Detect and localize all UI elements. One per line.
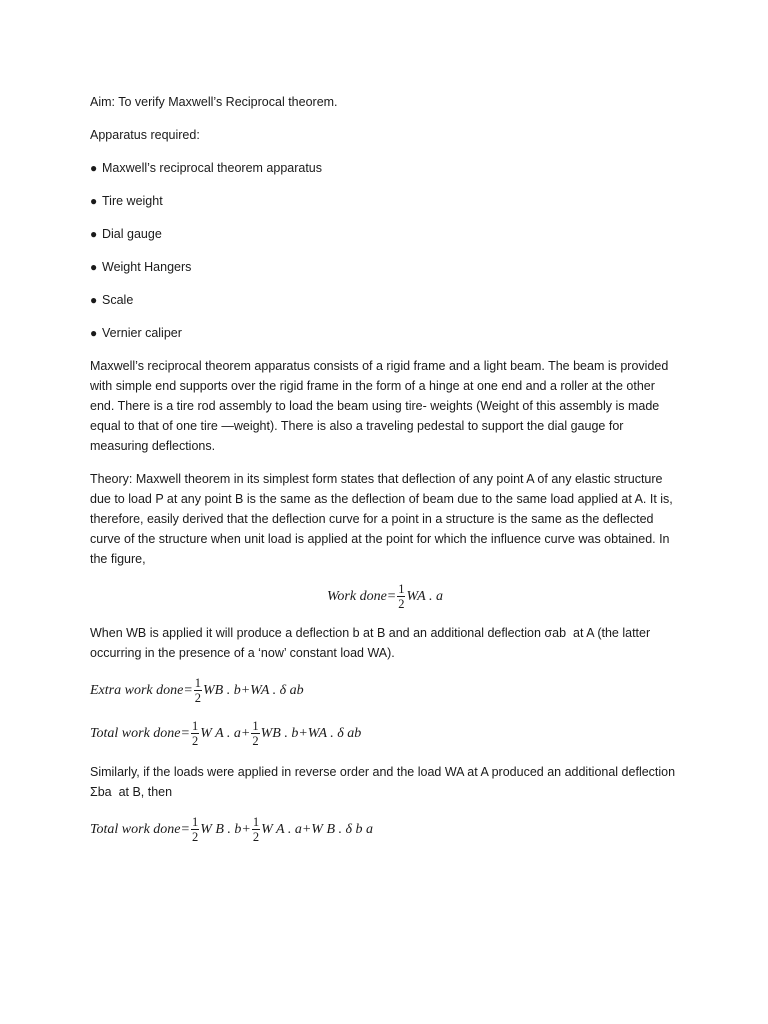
equation-work-done [90, 582, 680, 611]
fraction-denominator: 2 [252, 830, 260, 844]
bullet-icon: ● [90, 326, 98, 340]
apparatus-heading: Apparatus required: [90, 128, 200, 142]
fraction-denominator: 2 [398, 597, 405, 611]
equation-total-work-done-1 [90, 719, 680, 748]
fraction-numerator: 1 [194, 676, 202, 690]
equation-rhs: WA . a [406, 588, 443, 604]
wb-paragraph: When WB is applied it will produce a deflection b at B and an additional deflection σab at A (the latter occurring in the presence of a ‘now’ constant load WA). [90, 626, 651, 660]
bullet-icon: ● [90, 293, 98, 307]
equation-extra-work-done [90, 676, 680, 705]
fraction-denominator: 2 [191, 830, 199, 844]
equation-lhs: Extra work done= [90, 682, 193, 698]
bullet-icon: ● [90, 227, 98, 241]
fraction-numerator: 1 [191, 719, 199, 733]
bullet-icon: ● [90, 194, 98, 208]
fraction-numerator: 1 [398, 582, 405, 596]
equation-middle: W A . a+ [200, 725, 251, 741]
fraction [191, 719, 199, 748]
fraction-numerator: 1 [191, 815, 199, 829]
fraction-numerator: 1 [252, 719, 259, 733]
equation-total-work-done-2 [90, 815, 680, 844]
list-item-label: Scale [102, 293, 134, 307]
bullet-icon: ● [90, 260, 98, 274]
list-item-label: Weight Hangers [102, 260, 192, 274]
aim-paragraph: Aim: To verify Maxwell’s Reciprocal theorem. [90, 95, 338, 109]
list-item [90, 290, 680, 310]
equation-rhs: WB . b+WA . δ ab [260, 725, 362, 741]
list-item [90, 257, 680, 277]
list-item [90, 224, 680, 244]
fraction [397, 582, 405, 611]
equation-rhs: WB . b+WA . δ ab [203, 682, 304, 698]
reverse-order-paragraph: Similarly, if the loads were applied in reverse order and the load WA at A produced an additional deflection Σba at B, then [90, 765, 676, 799]
fraction-numerator: 1 [252, 815, 260, 829]
list-item-label: Vernier caliper [102, 326, 182, 340]
list-item [90, 158, 680, 178]
fraction-denominator: 2 [194, 691, 202, 705]
list-item-label: Dial gauge [102, 227, 162, 241]
list-item [90, 191, 680, 211]
bullet-icon: ● [90, 161, 98, 175]
theory-paragraph: Theory: Maxwell theorem in its simplest form states that deflection of any point A of any elastic structure due to load P at any point B is the same as the deflection of beam due to the same load applied at A. It is, therefore, easily derived that the deflection curve for a point in a structure is the same as the deflected curve of the structure when unit load is applied at the point for which the influence curve was obtained. In the figure, [90, 472, 673, 566]
document-body [90, 92, 680, 856]
list-item-label: Maxwell’s reciprocal theorem apparatus [102, 161, 323, 175]
fraction [251, 719, 259, 748]
equation-rhs: W A . a+W B . δ b a [261, 821, 374, 837]
fraction [194, 676, 202, 705]
equation-lhs: Total work done= [90, 725, 190, 741]
list-item [90, 323, 680, 343]
fraction-denominator: 2 [252, 734, 259, 748]
list-item-label: Tire weight [102, 194, 163, 208]
fraction-denominator: 2 [191, 734, 199, 748]
equation-lhs: Work done= [327, 588, 397, 604]
fraction [252, 815, 260, 844]
equation-lhs: Total work done= [90, 821, 190, 837]
fraction [191, 815, 199, 844]
apparatus-description: Maxwell’s reciprocal theorem apparatus consists of a rigid frame and a light beam. The beam is provided with simple end supports over the rigid frame in the form of a hinge at one end and a roller at the other end. There is a tire rod assembly to load the beam using tire- weights (Weight of this assembly is made equal to that of one tire —weight). There is also a traveling pedestal to support the dial gauge for measuring deflections. [90, 359, 669, 453]
equation-middle: W B . b+ [200, 821, 251, 837]
